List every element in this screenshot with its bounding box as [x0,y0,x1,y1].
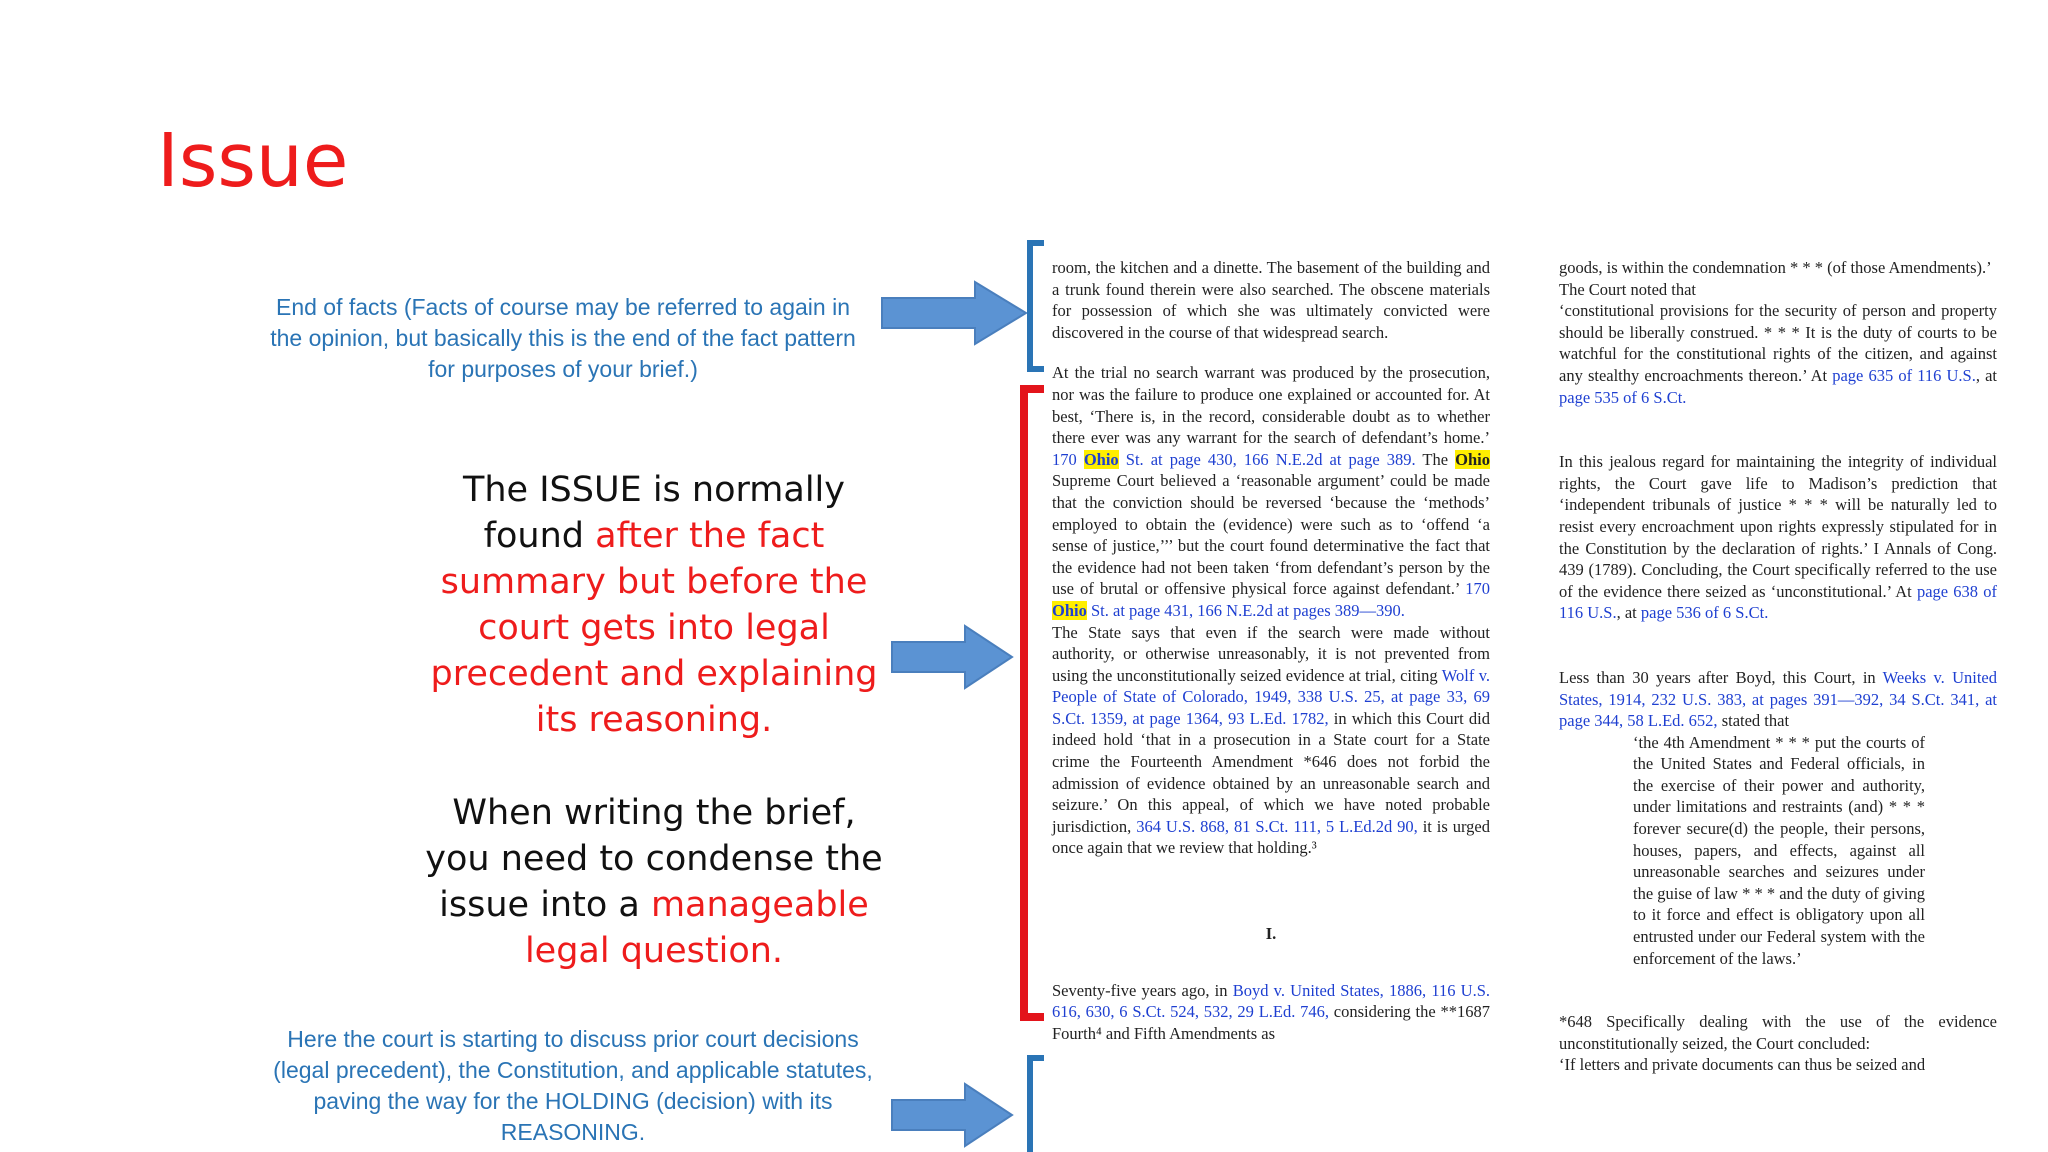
arrow-right-icon [880,280,1030,346]
citation-link[interactable]: Wolf v. People of State of Colorado, 1949, 338 U.S. 25, at page 33, 69 S.Ct. 1359, at page 1364, 93 L.Ed. 1782, [1052,665,1491,728]
citation-link[interactable]: page 535 of 6 S.Ct. [1559,387,1687,407]
citation-link[interactable]: page 536 of 6 S.Ct. [1640,603,1769,623]
section-heading: I. [1265,924,1277,944]
opinion-paragraph: Seventy-five years ago, in Boyd v. United States, 1886, 116 U.S. 616, 630, 6 S.Ct. 524, 532, 29 L.Ed. 746, considering the **1687 Fourth⁴ and Fifth Amendments as [1052,980,1490,1043]
opinion-paragraph: Less than 30 years after Boyd, this Court, in Weeks v. United States, 1914, 232 U.S. 383, at pages 391—392, 34 S.Ct. 341, at page 344, 58 L.Ed. 652, stated that [1559,667,1997,731]
brief-explanation-black: When writing the brief, you need to condense the issue into a [425,793,883,925]
brief-explanation-red: manageable legal question. [524,885,869,971]
citation-link[interactable]: Weeks v. United States, 1914, 232 U.S. 383, at pages 391—392, 34 S.Ct. 341, at page 344, 58 L.Ed. 652, [1559,667,1997,731]
opinion-right-column [1559,257,1997,1076]
opinion-paragraph: The Court noted that [1559,279,1697,299]
precedent-bracket [1024,1055,1048,1152]
opinion-paragraph: goods, is within the condemnation * * * (of those Amendments).’ [1559,258,1992,277]
opinion-paragraph: room, the kitchen and a dinette. The basement of the building and a trunk found therein were also searched. The obscene materials for possession of which she was ultimately convicted were discovered in the course of that widespread search. [1052,258,1490,342]
precedent-note: Here the court is starting to discuss prior court decisions (legal precedent), the Constitution, and applicable statutes, paving the way for the HOLDING (decision) with its REASONING. [273,1026,873,1145]
opinion-paragraph: *648 Specifically dealing with the use of the evidence unconstitutionally seized, the Court concluded: [1559,1012,1997,1053]
highlight: Ohio [1052,600,1087,620]
citation-link[interactable]: page 635 of 116 U.S. [1832,365,1976,385]
highlight: Ohio [1455,449,1490,469]
citation-link[interactable]: Boyd v. United States, 1886, 116 U.S. 616, 630, 6 S.Ct. 524, 532, 29 L.Ed. 746, [1052,980,1490,1022]
issue-explanation [428,467,880,743]
opinion-paragraph: The State says that even if the search were made without authority, or otherwise unreasonably, it is not prevented from using the unconstitutionally seized evidence at trial, citing Wolf v. People of State of Colorado, 1949, 338 U.S. 25, at page 33, 69 S.Ct. 1359, at page 1364, 93 L.Ed. 1782, in which this Court did indeed hold ‘that in a prosecution in a State court for a State crime the Fourteenth Amendment *646 does not forbid the admission of evidence obtained by an unreasonable search and seizure.’ On this appeal, of which we have noted probable jurisdiction, 364 U.S. 868, 81 S.Ct. 111, 5 L.Ed.2d 90, it is urged once again that we review that holding.³ [1052,622,1491,858]
citation-link[interactable]: 170 Ohio St. at page 431, 166 N.E.2d at pages 389—390. [1052,579,1490,620]
citation-link[interactable]: 170 Ohio St. at page 430, 166 N.E.2d at page 389. [1052,449,1416,469]
issue-explanation-red: after the fact summary but before the court gets into legal precedent and explaining its reasoning. [430,516,878,740]
issue-bracket [1016,385,1046,1021]
opinion-paragraph: At the trial no search warrant was produced by the prosecution, nor was the failure to produce one explained or accounted for. At best, ‘There is, in the record, considerable doubt as to whether there ever was any warrant for the search of defendant’s home.’ 170 Ohio St. at page 430, 166 N.E.2d at page 389. The Ohio Supreme Court believed a ‘reasonable argument’ could be made that the conviction should be reversed ‘because the ‘methods’ employed to obtain the (evidence) were such as to ‘offend ‘a sense of justice,’’’ but the court found determinative the fact that the evidence had not been taken ‘from defendant’s person by the use of brutal or offensive physical force against defendant.’ 170 Ohio St. at page 431, 166 N.E.2d at pages 389—390. [1052,363,1490,620]
slide-title: Issue [157,118,349,204]
opinion-text: At the trial no search warrant was produced by the prosecution, nor was the failure to produce one explained or accounted for. At best, ‘There is, in the record, considerable doubt as to whether there ever was any warrant for the search of defendant’s home.’ [1052,363,1490,448]
end-of-facts-note: End of facts (Facts of course may be referred to again in the opinion, but basically this is the end of the fact pattern for purposes of your brief.) [270,294,856,382]
brief-explanation [418,790,890,974]
issue-explanation-black: The ISSUE is normally found [463,470,845,556]
arrow-right-icon [890,624,1016,690]
opinion-left-column [1052,257,1490,1044]
citation-link[interactable]: 364 U.S. 868, 81 S.Ct. 111, 5 L.Ed.2d 90, [1136,816,1418,836]
highlight: Ohio [1083,449,1119,469]
block-quote: ‘the 4th Amendment * * * put the courts of the United States and Federal officials, in the exercise of their power and authority, under limitations and restraints (and) * * * forever secure(d) the people, their persons, houses, papers, and effects, against all unreasonable searches and seizures under the guise of law * * * and the duty of giving to it force and effect is obligatory upon all entrusted under our Federal system with the enforcement of the laws.’ [1633,732,1925,968]
opinion-paragraph: ‘constitutional provisions for the security of person and property should be liberally construed. * * * It is the duty of courts to be watchful for the constitutional rights of the citizen, and against any stealthy encroachments thereon.’ At page 635 of 116 U.S., at page 535 of 6 S.Ct. [1559,301,1998,407]
citation-link[interactable]: page 638 of 116 U.S. [1559,581,1997,623]
opinion-paragraph: In this jealous regard for maintaining the integrity of individual rights, the Court gave life to Madison’s prediction that ‘independent tribunals of justice * * * will be naturally led to resist every encroachment upon rights expressly stipulated for in the Constitution by the declaration of rights.’ I Annals of Cong. 439 (1789). Concluding, the Court specifically referred to the use of the evidence there seized as ‘unconstitutional.’ At page 638 of 116 U.S., at page 536 of 6 S.Ct. [1559,452,1997,623]
opinion-paragraph: ‘If letters and private documents can thus be seized and [1559,1055,1926,1075]
arrow-right-icon [890,1082,1016,1148]
facts-bracket [1024,240,1048,372]
